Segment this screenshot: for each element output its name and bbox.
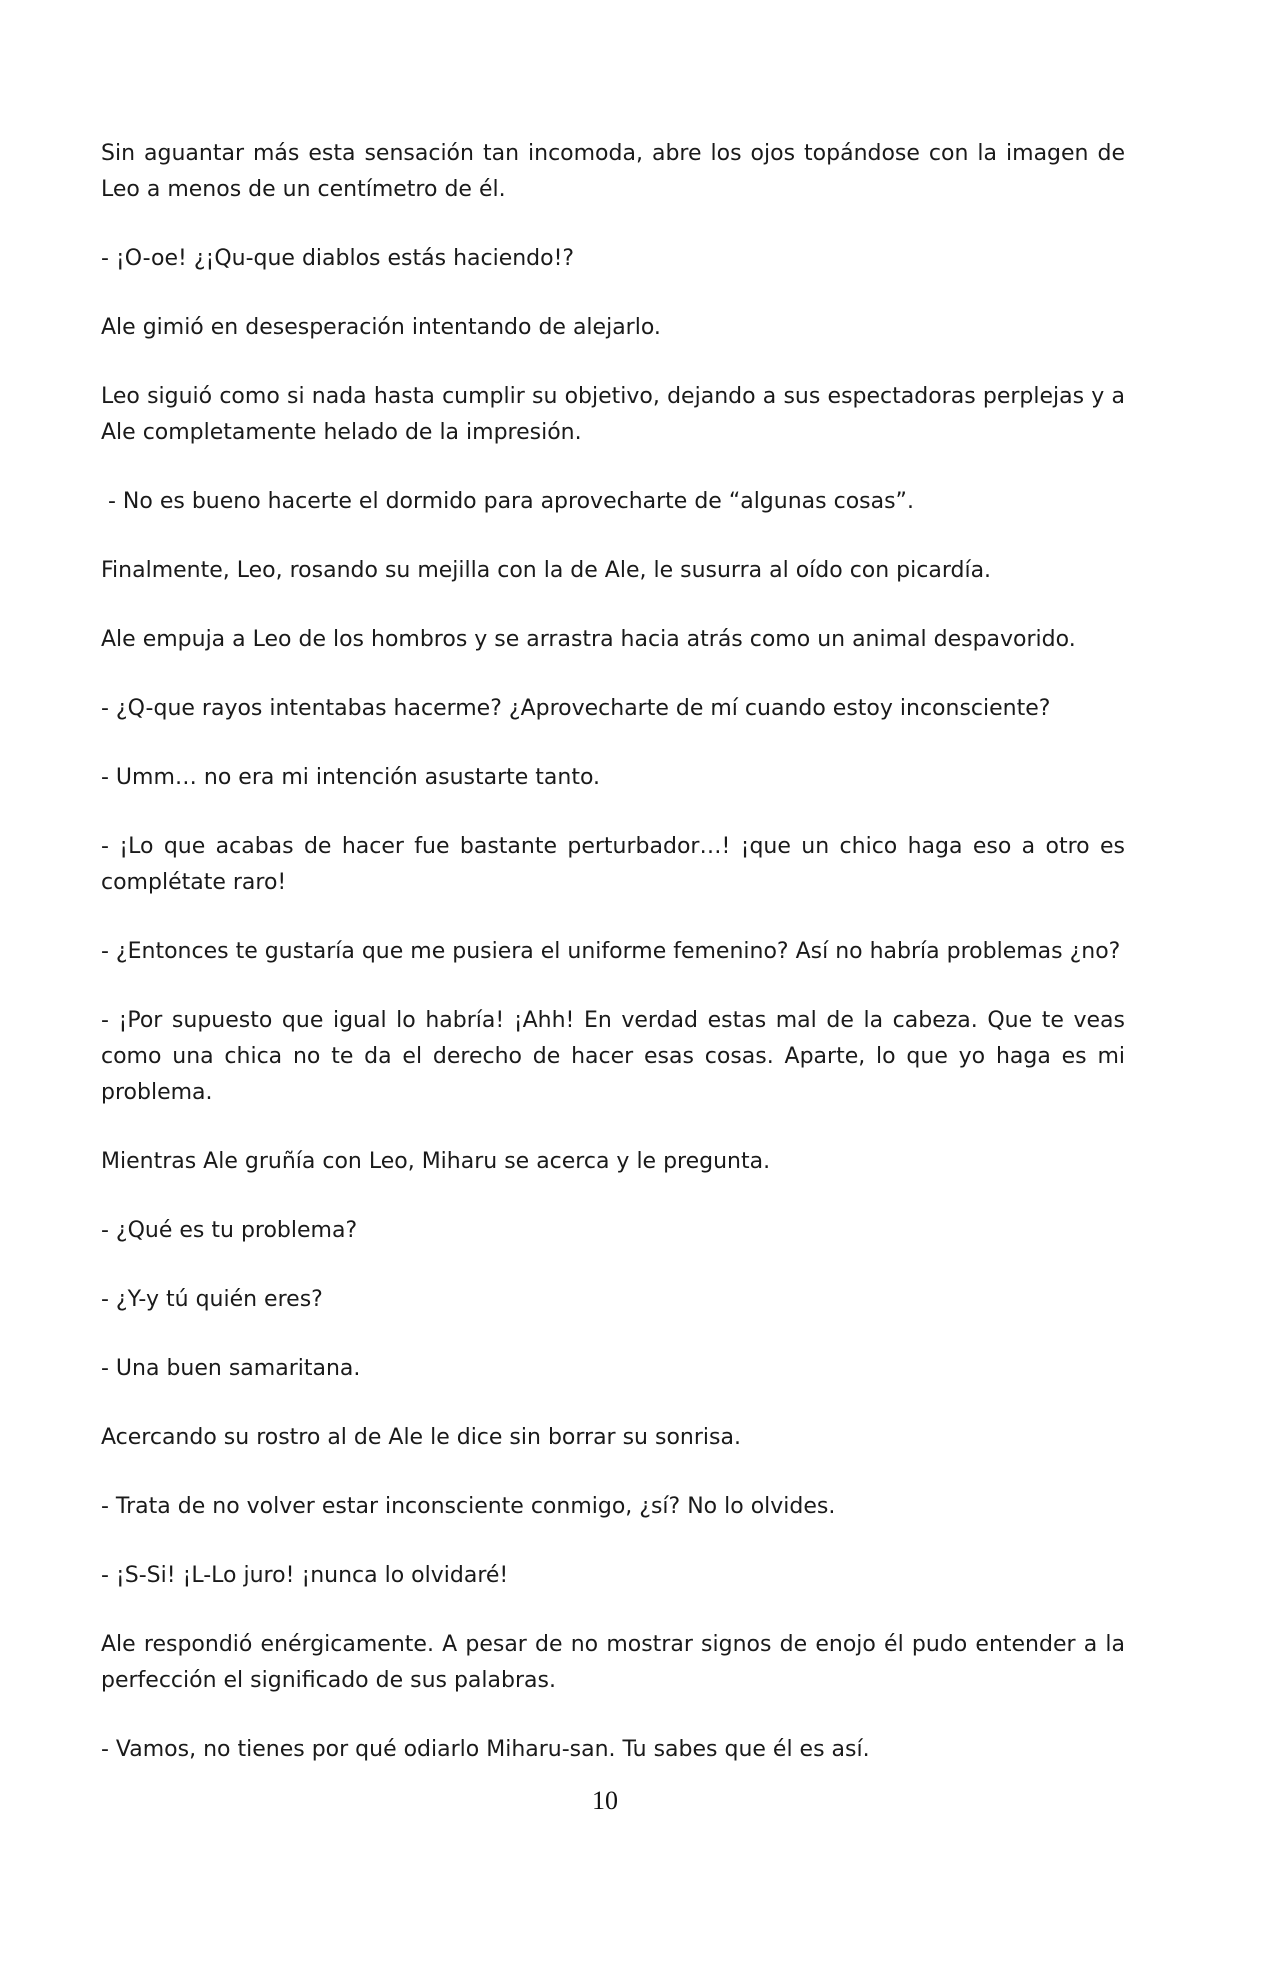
dialogue-line: - ¿Q-que rayos intentabas hacerme? ¿Aprovecharte de mí cuando estoy inconsciente? [101, 696, 1051, 721]
paragraph: Finalmente, Leo, rosando su mejilla con la de Ale, le susurra al oído con picardía. [101, 558, 992, 583]
dialogue-line: - ¿Y-y tú quién eres? [101, 1287, 323, 1312]
page-number: 10 [592, 1786, 618, 1815]
paragraph: Leo siguió como si nada hasta cumplir su objetivo, dejando a sus espectadoras perplejas y a Ale completamente helado de la impresión. [101, 384, 1125, 445]
paragraph: Mientras Ale gruñía con Leo, Miharu se acerca y le pregunta. [101, 1149, 771, 1174]
dialogue-line: - Trata de no volver estar inconsciente conmigo, ¿sí? No lo olvides. [101, 1494, 836, 1519]
dialogue-line: - Vamos, no tienes por qué odiarlo Miharu-san. Tu sabes que él es así. [101, 1737, 870, 1762]
paragraph: Ale gimió en desesperación intentando de alejarlo. [101, 315, 661, 340]
paragraph: Sin aguantar más esta sensación tan incomoda, abre los ojos topándose con la imagen de Leo a menos de un centímetro de él. [101, 141, 1125, 202]
dialogue-line: - ¡O-oe! ¿¡Qu-que diablos estás haciendo!? [101, 246, 575, 271]
dialogue-line: - No es bueno hacerte el dormido para aprovecharte de “algunas cosas”. [101, 489, 914, 514]
dialogue-line: - ¿Entonces te gustaría que me pusiera el uniforme femenino? Así no habría problemas ¿no? [101, 939, 1121, 964]
paragraph: Ale empuja a Leo de los hombros y se arrastra hacia atrás como un animal despavorido. [101, 627, 1076, 652]
dialogue-line: - ¡Por supuesto que igual lo habría! ¡Ahh! En verdad estas mal de la cabeza. Que te veas como una chica no te da el derecho de hacer esas cosas. Aparte, lo que yo haga es mi problema. [101, 1008, 1125, 1105]
dialogue-line: - Umm… no era mi intención asustarte tanto. [101, 765, 601, 790]
dialogue-line: - ¡Lo que acabas de hacer fue bastante perturbador…! ¡que un chico haga eso a otro es complétate raro! [101, 834, 1125, 895]
dialogue-line: - ¿Qué es tu problema? [101, 1218, 358, 1243]
page-body-text [101, 136, 1125, 1801]
paragraph: Acercando su rostro al de Ale le dice sin borrar su sonrisa. [101, 1425, 741, 1450]
dialogue-line: - Una buen samaritana. [101, 1356, 361, 1381]
paragraph: Ale respondió enérgicamente. A pesar de no mostrar signos de enojo él pudo entender a la perfección el significado de sus palabras. [101, 1632, 1125, 1693]
dialogue-line: - ¡S-Si! ¡L-Lo juro! ¡nunca lo olvidaré! [101, 1563, 509, 1588]
